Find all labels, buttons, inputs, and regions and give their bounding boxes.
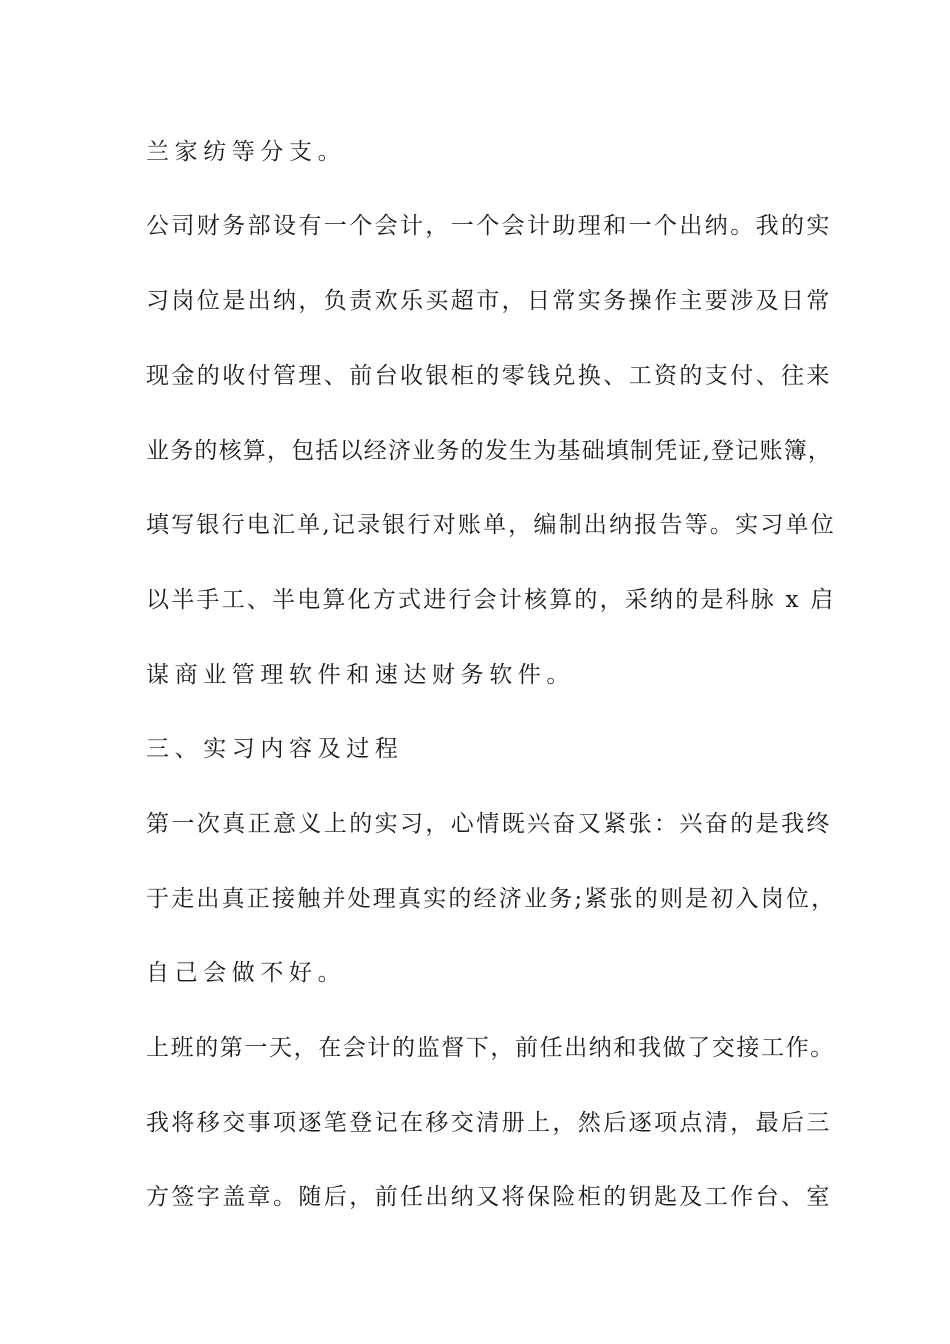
text-line: 谋商业管理软件和速达财务软件。 [146,662,575,688]
text-line: 于走出真正接触并处理真实的经济业务;紧张的则是初入岗位， [146,886,837,912]
text-line: 以半手工、半电算化方式进行会计核算的，采纳的是科脉 x 启 [146,587,836,613]
text-line: 习岗位是出纳，负责欢乐买超市，日常实务操作主要涉及日常 [146,288,832,314]
text-line: 兰家纺等分支。 [146,139,347,165]
text-line: 业务的核算，包括以经济业务的发生为基础填制凭证,登记账簿， [146,438,833,464]
text-line: 现金的收付管理、前台收银柜的零钱兑换、工资的支付、往来 [146,363,832,389]
text-line: 我将移交事项逐笔登记在移交清册上，然后逐项点清，最后三 [146,1110,832,1136]
text-line: 第一次真正意义上的实习，心情既兴奋又紧张：兴奋的是我终 [146,811,832,837]
text-line: 方签字盖章。随后，前任出纳又将保险柜的钥匙及工作台、室 [146,1184,832,1210]
section-heading: 三、实习内容及过程 [146,736,404,762]
text-line: 上班的第一天，在会计的监督下，前任出纳和我做了交接工作。 [146,1035,835,1061]
text-line: 自己会做不好。 [146,960,347,986]
text-line: 填写银行电汇单,记录银行对账单，编制出纳报告等。实习单位 [146,512,836,538]
text-line: 公司财务部设有一个会计，一个会计助理和一个出纳。我的实 [146,213,832,239]
